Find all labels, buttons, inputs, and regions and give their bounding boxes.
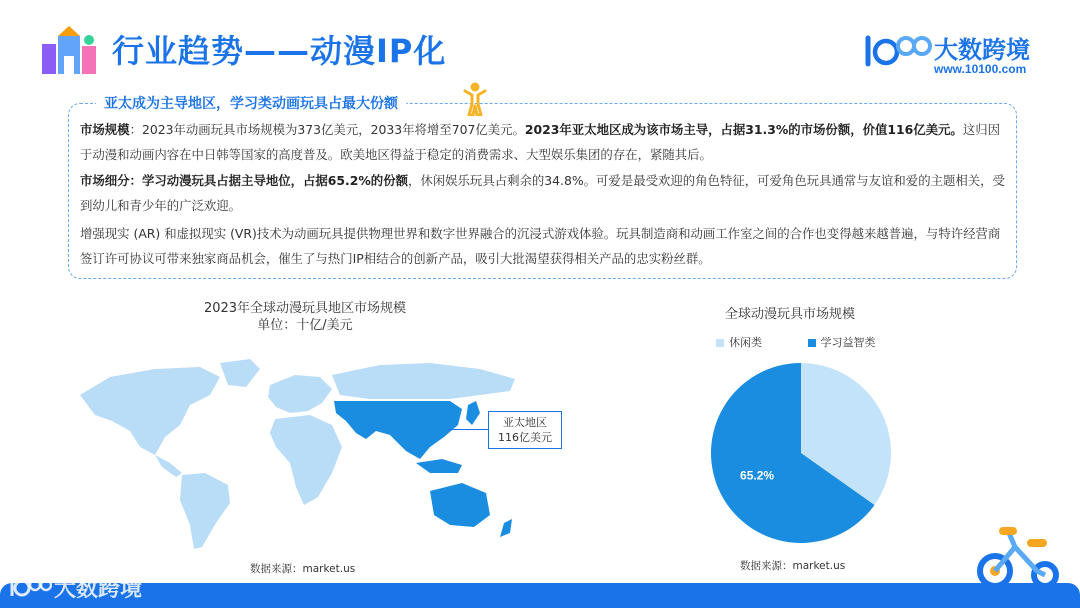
map-south-america bbox=[180, 473, 230, 549]
map-southeast-asia bbox=[416, 459, 462, 473]
segmentation-text: ，休闲娱乐玩具占剩余的34.8%。可爱是最受欢迎的角色特征，可爱角色玩具通常与友谊和爱的主题相关，受到幼儿和青少年的广泛欢迎。 bbox=[80, 173, 1005, 213]
market-size-highlight: 2023年亚太地区成为该市场主导，占据31.3%的市场份额，价值116亿美元。 bbox=[524, 122, 963, 137]
legend-label-learning: 学习益智类 bbox=[820, 336, 876, 349]
map-unit-text: 单位：十亿/美元 bbox=[257, 318, 353, 333]
logo-url: www.10100.com bbox=[934, 62, 1027, 76]
toy-blocks-icon bbox=[40, 26, 100, 76]
map-chart-title bbox=[150, 300, 460, 334]
legend-swatch-leisure bbox=[716, 339, 724, 347]
brand-logo bbox=[862, 30, 1052, 78]
footer-logo-mark-icon bbox=[8, 576, 52, 598]
pie-legend bbox=[716, 334, 918, 350]
legend-label-leisure: 休闲类 bbox=[729, 336, 762, 349]
market-size-tail: 这归因于动漫和动画内容在中日韩等国家的高度普及。欧美地区得益于稳定的消费需求、大型娱乐集团的存在，紧随其后。 bbox=[80, 122, 1000, 162]
tricycle-icon bbox=[975, 525, 1061, 591]
legend-item-learning bbox=[808, 334, 876, 350]
callout-region: 亚太地区 bbox=[503, 416, 547, 429]
map-central-america bbox=[155, 455, 182, 477]
map-europe bbox=[268, 375, 332, 413]
pie-data-label: 65.2% bbox=[740, 468, 775, 483]
market-size-label: 市场规模 bbox=[80, 122, 130, 137]
pie-chart bbox=[708, 360, 894, 546]
box-heading: 亚太成为主导地区，学习类动画玩具占最大份额 bbox=[96, 93, 406, 113]
logo-name: 大数跨境 bbox=[934, 36, 1030, 64]
page-title: 行业趋势——动漫IP化 bbox=[112, 32, 447, 70]
region-callout bbox=[488, 411, 562, 449]
footer-watermark: 大数跨境 bbox=[54, 577, 143, 602]
legend-swatch-learning bbox=[808, 339, 816, 347]
map-africa bbox=[270, 415, 342, 505]
map-new-zealand bbox=[500, 519, 512, 537]
technology-paragraph: 增强现实 (AR) 和虚拟现实 (VR)技术为动画玩具提供物理世界和数字世界融合的沉浸式游戏体验。玩具制造商和动画工作室之间的合作也变得越来越普遍，与特许经营商签订许可协议可带来独家商品机会，催生了与热门IP相结合的创新产品，吸引大批渴望获得相关产品的忠实粉丝群。 bbox=[80, 226, 1001, 266]
map-north-america bbox=[80, 367, 220, 455]
pie-source-note: 数据来源：market.us bbox=[740, 560, 846, 572]
market-size-paragraph bbox=[80, 117, 1010, 167]
market-size-text: ：2023年动画玩具市场规模为373亿美元，2033年将增至707亿美元。 bbox=[129, 122, 525, 137]
legend-item-leisure bbox=[716, 334, 762, 350]
map-title-text: 2023年全球动漫玩具地区市场规模 bbox=[203, 301, 407, 316]
map-greenland bbox=[220, 359, 260, 387]
pie-chart-title: 全球动漫玩具市场规模 bbox=[724, 307, 855, 322]
callout-value: 116亿美元 bbox=[498, 431, 552, 444]
callout-connector bbox=[448, 429, 488, 430]
map-north-asia bbox=[332, 363, 515, 399]
world-map bbox=[70, 355, 530, 555]
footer-bar bbox=[0, 583, 1080, 608]
map-asia-pacific bbox=[334, 401, 462, 459]
map-japan bbox=[466, 401, 480, 425]
map-australia bbox=[430, 483, 490, 527]
segmentation-highlight: 市场细分：学习动漫玩具占据主导地位，占据65.2%的份额 bbox=[80, 173, 408, 188]
person-icon bbox=[462, 82, 488, 116]
logo-mark-icon bbox=[862, 32, 932, 68]
segmentation-paragraph bbox=[80, 168, 1010, 218]
map-source-note: 数据来源：market.us bbox=[250, 563, 356, 575]
